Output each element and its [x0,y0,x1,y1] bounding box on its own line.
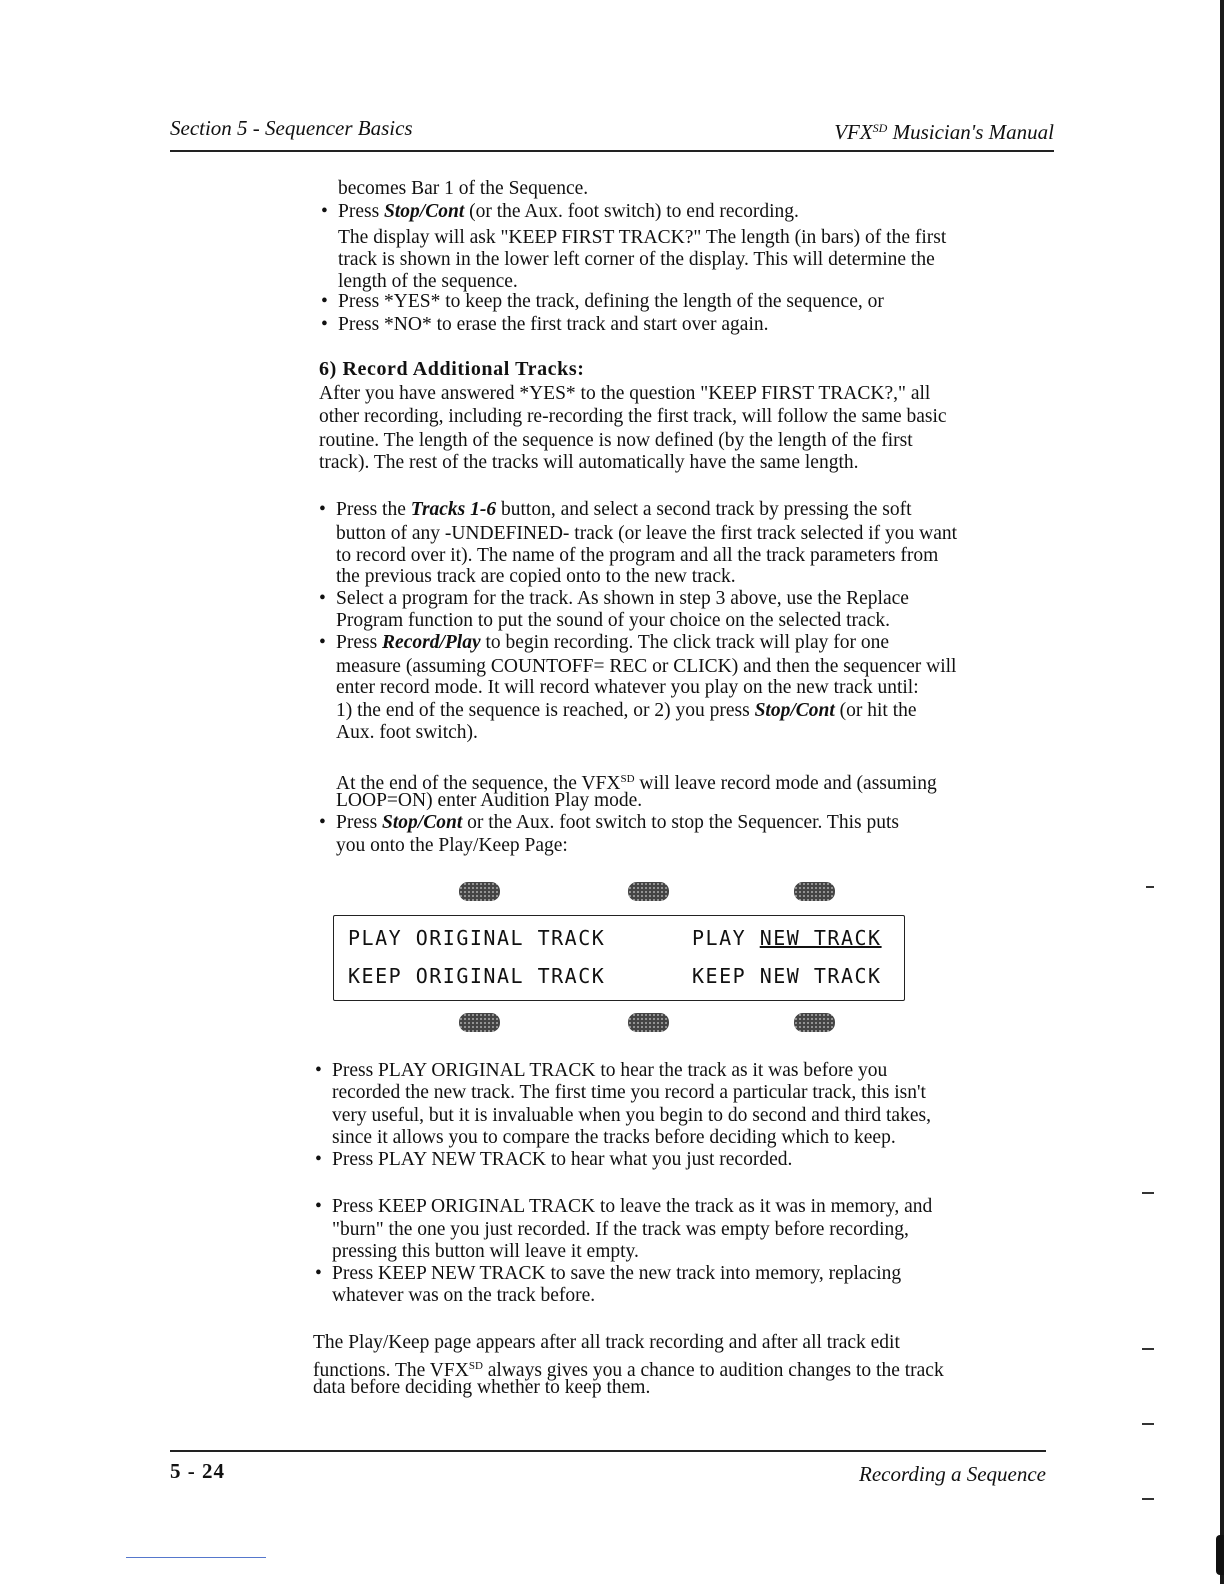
soft-button-bottom-right[interactable] [794,1013,835,1032]
text: At the end of the sequence, the VFX [336,773,621,794]
bullet-stop-sequencer [336,812,899,835]
lcd-play-original: PLAY ORIGINAL TRACK [348,926,606,950]
body-line: button of any -UNDEFINED- track (or leave the first track selected if you want [336,523,958,544]
button-name: Tracks 1-6 [410,499,497,520]
page-edge-blob [1216,1535,1224,1575]
superscript: SD [620,773,635,785]
margin-mark [1146,886,1154,888]
body-line: Aux. foot switch). [336,722,478,743]
text: functions. The VFX [313,1360,469,1381]
bullet-stop-cont [338,201,799,224]
page-edge-bar [1220,0,1224,1584]
margin-mark [1142,1192,1154,1194]
text: Press the [336,499,411,520]
text: 1) the end of the sequence is reached, or 2) you press [336,700,755,721]
section-title: Section 5 - Sequencer Basics [170,116,413,140]
body-line: track is shown in the lower left corner of the display. This will determine the [338,249,935,270]
body-line: whatever was on the track before. [332,1285,596,1306]
soft-button-top-center[interactable] [628,882,669,901]
manual-title-sup: SD [872,121,888,135]
manual-title [834,120,1054,145]
manual-title-rest: Musician's Manual [887,120,1054,144]
body-line: After you have answered *YES* to the question "KEEP FIRST TRACK?," all [319,383,931,404]
text: Press [336,632,383,653]
body-line: routine. The length of the sequence is now defined (by the length of the first [319,430,913,451]
lcd-text: PLAY [692,926,760,950]
body-line: to record over it). The name of the program and all the track parameters from [336,545,939,566]
body-line: enter record mode. It will record whatever you play on the new track until: [336,677,919,698]
lcd-play-new [692,926,882,950]
text: or the Aux. foot switch to stop the Sequencer. This puts [462,812,899,833]
bullet-program: • Select a program for the track. As shown in step 3 above, use the Replace [336,588,909,611]
soft-button-bottom-left[interactable] [459,1013,500,1032]
body-line: "burn" the one you just recorded. If the track was empty before recording, [332,1219,909,1240]
button-name: Stop/Cont [384,201,465,222]
section-heading: 6) Record Additional Tracks: [319,358,585,380]
button-name: Stop/Cont [382,812,463,833]
superscript: SD [468,1360,483,1372]
lcd-keep-original: KEEP ORIGINAL TRACK [348,964,606,988]
bullet-yes: • Press *YES* to keep the track, defining the length of the sequence, or [338,291,884,314]
body-line: other recording, including re-recording the first track, will follow the same basic [319,406,947,427]
text: will leave record mode and (assuming [634,773,937,794]
body-line: length of the sequence. [338,271,518,292]
body-line: data before deciding whether to keep them. [313,1377,651,1398]
lcd-text-underlined: NEW TRACK [759,926,882,950]
text: Press [336,812,383,833]
bullet-keep-new: • Press KEEP NEW TRACK to save the new track into memory, replacing [332,1263,901,1286]
body-line: the previous track are copied onto to the new track. [336,566,736,587]
soft-button-top-right[interactable] [794,882,835,901]
bullet-tracks [336,499,912,522]
body-line: LOOP=ON) enter Audition Play mode. [336,790,643,811]
body-line: pressing this button will leave it empty. [332,1241,639,1262]
body-line: since it allows you to compare the tracks before deciding which to keep. [332,1127,896,1148]
body-line: you onto the Play/Keep Page: [336,835,568,856]
margin-mark [1142,1348,1154,1350]
lcd-keep-new: KEEP NEW TRACK [692,964,882,988]
button-name: Record/Play [382,632,481,653]
manual-title-main: VFX [834,120,873,144]
body-line: very useful, but it is invaluable when you begin to do second and third takes, [332,1105,931,1126]
bullet-keep-original: • Press KEEP ORIGINAL TRACK to leave the track as it was in memory, and [332,1196,932,1219]
body-line: Program function to put the sound of your choice on the selected track. [336,610,890,631]
body-line: measure (assuming COUNTOFF= REC or CLICK) and then the sequencer will [336,656,957,677]
page-number: 5 - 24 [170,1459,225,1483]
body-line: track). The rest of the tracks will automatically have the same length. [319,452,859,473]
bullet-play-original: • Press PLAY ORIGINAL TRACK to hear the track as it was before you [332,1060,887,1083]
soft-button-bottom-center[interactable] [628,1013,669,1032]
text: (or hit the [834,700,917,721]
lcd-display [333,915,905,1001]
margin-mark [1142,1423,1154,1425]
page-footer [170,1450,1046,1486]
text: to begin recording. The click track will play for one [480,632,890,653]
bullet-record [336,632,889,655]
text: (or the Aux. foot switch) to end recording. [464,201,799,222]
body-line: recorded the new track. The first time you record a particular track, this isn't [332,1082,926,1103]
text: button, and select a second track by pressing the soft [496,499,912,520]
bullet-play-new: • Press PLAY NEW TRACK to hear what you just recorded. [332,1149,792,1172]
button-name: Stop/Cont [754,700,835,721]
soft-button-top-left[interactable] [459,882,500,901]
body-line [336,700,917,723]
text: always gives you a chance to audition changes to the track [482,1360,944,1381]
divider-line [126,1557,266,1558]
margin-mark [1142,1498,1154,1500]
bullet-no: • Press *NO* to erase the first track and start over again. [338,314,769,337]
intro-line: becomes Bar 1 of the Sequence. [338,178,589,199]
body-line: The display will ask "KEEP FIRST TRACK?" The length (in bars) of the first [338,227,947,248]
page-header [170,116,1054,152]
chapter-title: Recording a Sequence [859,1462,1046,1486]
body-line: The Play/Keep page appears after all track recording and after all track edit [313,1332,900,1353]
text: Press [338,201,385,222]
